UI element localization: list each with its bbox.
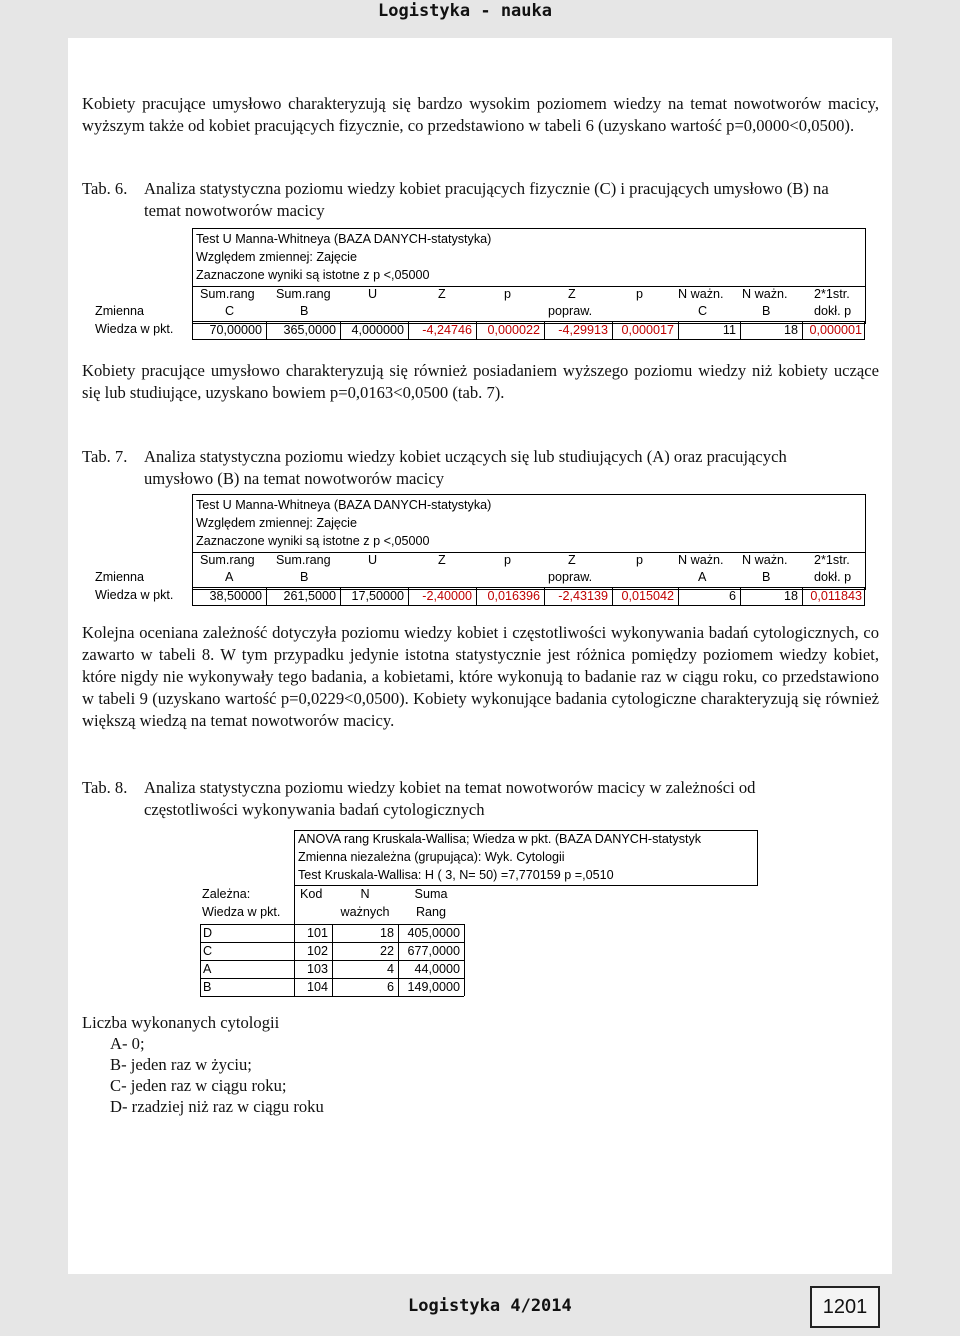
page-header: [0, 0, 960, 26]
tab6-col-group-3: C: [698, 304, 708, 318]
tab6-header-line2: Względem zmiennej: Zajęcie: [196, 250, 357, 264]
legend-key-a: A-: [110, 1034, 128, 1053]
tab7-col-group-2: B: [300, 570, 309, 584]
header-title: Logistyka - nauka: [378, 1, 552, 21]
tab6-val-9: 0,000001: [809, 323, 862, 337]
tab8-row-0-kod: 101: [306, 926, 328, 940]
tab7-caption-line2: umysłowo (B) na temat nowotworów macicy: [144, 469, 445, 488]
tab7-col-u: U: [368, 553, 378, 567]
tab8-dep-label-2: Wiedza w pkt.: [202, 905, 281, 919]
paragraph-2: [82, 360, 879, 404]
tab6-col-group-1: C: [225, 304, 235, 318]
tab7-col-p2: p: [636, 553, 644, 567]
tab8-col-n-2: ważnych: [340, 905, 390, 919]
tab7-col-dokl: dokł. p: [814, 570, 852, 584]
tab6-col-group-2: B: [300, 304, 309, 318]
tab7-col-p: p: [504, 553, 512, 567]
legend-text-c: jeden raz w ciągu roku;: [130, 1076, 287, 1095]
tab7-header-line3: Zaznaczone wyniki są istotne z p <,05000: [196, 534, 430, 548]
tab7-col-sumrang-2: Sum.rang: [276, 553, 331, 567]
tab6-col-p: p: [504, 287, 512, 301]
tab7-val-2: 17,50000: [351, 589, 404, 603]
legend: [82, 1012, 324, 1117]
tab8-table: [200, 830, 760, 1000]
tab6-table: [92, 228, 868, 338]
tab7-col-group-4: B: [762, 570, 771, 584]
tab7-val-6: 0,015042: [621, 589, 674, 603]
page-number: 1201: [810, 1286, 880, 1328]
tab7-val-0: 38,50000: [209, 589, 262, 603]
tab7-val-1: 261,5000: [283, 589, 336, 603]
tab6-val-1: 365,0000: [283, 323, 336, 337]
tab8-row-2-n: 4: [386, 962, 394, 976]
tab8-caption-line1: Analiza statystyczna poziomu wiedzy kobiet na temat nowotworów macicy w zależności od: [144, 778, 756, 797]
tab8-row-2-kod: 103: [306, 962, 328, 976]
tab8-row-1-group: C: [203, 944, 213, 958]
tab6-col-z2: Z: [568, 287, 576, 301]
tab6-col-dokl: dokł. p: [814, 304, 852, 318]
tab8-row-0-group: D: [203, 926, 213, 940]
tab8-row-0-n: 18: [379, 926, 394, 940]
tab7-col-sumrang-1: Sum.rang: [200, 553, 255, 567]
tab6-header-line3: Zaznaczone wyniki są istotne z p <,05000: [196, 268, 430, 282]
tab6-col-2str: 2*1str.: [814, 287, 850, 301]
legend-key-b: B-: [110, 1055, 127, 1074]
tab8-row-1-n: 22: [379, 944, 394, 958]
tab6-col-z: Z: [438, 287, 446, 301]
tab8-row-3-n: 6: [386, 980, 394, 994]
tab6-val-7: 11: [722, 323, 736, 337]
tab6-val-5: -4,29913: [558, 323, 608, 337]
tab7-row-label: Wiedza w pkt.: [95, 588, 174, 602]
tab8-header-line2: Zmienna niezależna (grupująca): Wyk. Cytologii: [298, 850, 565, 864]
tab6-col-popraw: popraw.: [548, 304, 593, 318]
paragraph-1-text: Kobiety pracujące umysłowo charakteryzują się bardzo wysokim poziomem wiedzy na temat nowotworów macicy, wyższym także od kobiet pracujących fizycznie, co przedstawiono w tabeli 6 (uzyskano wartość p=0,0000<0,0500).: [82, 94, 879, 135]
tab7-col-group-1: A: [225, 570, 234, 584]
paragraph-3-text: Kolejna oceniana zależność dotyczyła poziomu wiedzy kobiet i częstotliwości wykonywania badań cytologicznych, co zawarto w tabeli 8. W tym przypadku jedynie istotna statystycznie jest różnica pomiędzy poziomem wiedzy kobiet, które nigdy nie wykonywały tego badania, a kobietami, które wykonują to badanie raz w ciągu roku, co przedstawiono w tabeli 9 (uzyskano wartość p=0,0229<0,0500). Kobiety wykonujące badania cytologiczne charakteryzują się również większą wiedzą na temat nowotworów macicy.: [82, 623, 879, 730]
tab7-val-3: -2,40000: [422, 589, 472, 603]
tab6-col-p2: p: [636, 287, 644, 301]
tab7-val-4: 0,016396: [487, 589, 540, 603]
tab6-label: Tab. 6.: [82, 179, 128, 198]
tab6-val-4: 0,000022: [487, 323, 540, 337]
tab6-val-8: 18: [783, 323, 798, 337]
tab8-col-n-1: N: [360, 887, 370, 901]
tab8-header-line3: Test Kruskala-Wallisa: H ( 3, N= 50) =7,770159 p =,0510: [298, 868, 614, 882]
legend-text-a: 0;: [131, 1034, 145, 1053]
legend-item-d: [82, 1096, 324, 1117]
legend-item-a: [82, 1033, 324, 1054]
page-content: [68, 38, 892, 1274]
tab8-row-3-kod: 104: [306, 980, 328, 994]
tab8-caption: [82, 777, 879, 821]
tab8-dep-label-1: Zależna:: [202, 887, 251, 901]
tab6-val-0: 70,00000: [209, 323, 262, 337]
tab6-caption-line1: Analiza statystyczna poziomu wiedzy kobiet pracujących fizycznie (C) i pracujących umysłowo (B) na: [144, 179, 829, 198]
tab6-col-u: U: [368, 287, 378, 301]
tab8-row-3-group: B: [203, 980, 212, 994]
tab8-col-suma-1: Suma: [414, 887, 448, 901]
tab8-col-kod: Kod: [300, 887, 323, 901]
tab8-col-suma-2: Rang: [415, 905, 447, 919]
legend-text-d: rzadziej niż raz w ciągu roku: [131, 1097, 324, 1116]
tab6-row-label: Wiedza w pkt.: [95, 322, 174, 336]
legend-item-b: [82, 1054, 324, 1075]
tab8-row-2-suma: 44,0000: [414, 962, 460, 976]
tab6-caption-line2: temat nowotworów macicy: [144, 201, 325, 220]
tab6-val-2: 4,000000: [351, 323, 404, 337]
tab7-col-nwazn-2: N ważn.: [742, 553, 788, 567]
tab6-col-nwazn-1: N ważn.: [678, 287, 724, 301]
tab8-row-0-suma: 405,0000: [407, 926, 460, 940]
tab6-val-6: 0,000017: [621, 323, 674, 337]
tab6-col-sumrang-2: Sum.rang: [276, 287, 331, 301]
tab8-label: Tab. 8.: [82, 778, 128, 797]
tab7-table: [92, 494, 868, 604]
tab7-col-z2: Z: [568, 553, 576, 567]
tab6-caption: [82, 178, 879, 222]
tab6-header-line1: Test U Manna-Whitneya (BAZA DANYCH-statystyka): [196, 232, 492, 246]
tab7-caption: [82, 446, 879, 490]
tab7-val-8: 18: [783, 589, 798, 603]
tab6-col-group-4: B: [762, 304, 771, 318]
footer-title: Logistyka 4/2014: [408, 1296, 572, 1316]
paragraph-3: [82, 622, 879, 732]
tab8-row-2-group: A: [203, 962, 212, 976]
tab7-col-2str: 2*1str.: [814, 553, 850, 567]
tab7-col-group-3: A: [698, 570, 707, 584]
tab6-col-sumrang-1: Sum.rang: [200, 287, 255, 301]
legend-title: Liczba wykonanych cytologii: [82, 1013, 280, 1032]
tab8-row-1-suma: 677,0000: [407, 944, 460, 958]
tab8-row-1-kod: 102: [306, 944, 328, 958]
tab6-col-zmienna: Zmienna: [95, 304, 144, 318]
legend-key-c: C-: [110, 1076, 127, 1095]
tab6-col-nwazn-2: N ważn.: [742, 287, 788, 301]
tab7-col-zmienna: Zmienna: [95, 570, 144, 584]
tab8-row-3-suma: 149,0000: [407, 980, 460, 994]
tab7-header-line1: Test U Manna-Whitneya (BAZA DANYCH-statystyka): [196, 498, 492, 512]
tab8-caption-line2: częstotliwości wykonywania badań cytologicznych: [144, 800, 485, 819]
legend-key-d: D-: [110, 1097, 128, 1116]
tab7-col-popraw: popraw.: [548, 570, 593, 584]
tab7-val-7: 6: [728, 589, 736, 603]
tab7-caption-line1: Analiza statystyczna poziomu wiedzy kobiet uczących się lub studiujących (A) oraz pracujących: [144, 447, 787, 466]
tab7-col-nwazn-1: N ważn.: [678, 553, 724, 567]
paragraph-1: [82, 93, 879, 137]
paragraph-2-text: Kobiety pracujące umysłowo charakteryzują się również posiadaniem wyższego poziomu wiedzy niż kobiety uczące się lub studiujące, uzyskano bowiem p=0,0163<0,0500 (tab. 7).: [82, 361, 879, 402]
tab7-header-line2: Względem zmiennej: Zajęcie: [196, 516, 357, 530]
tab7-val-9: 0,011843: [810, 589, 862, 603]
legend-text-b: jeden raz w życiu;: [130, 1055, 252, 1074]
legend-item-c: [82, 1075, 324, 1096]
tab7-col-z: Z: [438, 553, 446, 567]
tab8-header-line1: ANOVA rang Kruskala-Wallisa; Wiedza w pkt. (BAZA DANYCH-statystyk: [298, 832, 702, 846]
tab6-val-3: -4,24746: [422, 323, 472, 337]
tab7-val-5: -2,43139: [558, 589, 608, 603]
tab7-label: Tab. 7.: [82, 447, 128, 466]
